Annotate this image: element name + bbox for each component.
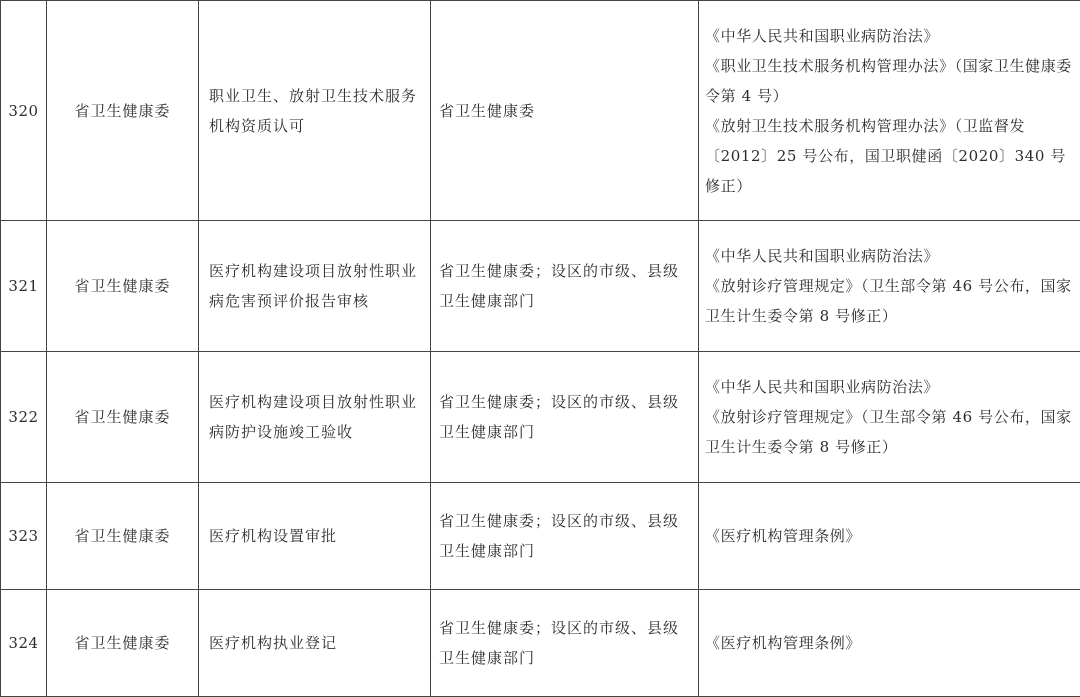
table-row [1, 221, 1080, 352]
item-name-cell: 医疗机构建设项目放射性职业病防护设施竣工验收 [199, 352, 431, 483]
legal-basis-line: 《放射诊疗管理规定》（卫生部令第 46 号公布，国家卫生计生委令第 8 号修正） [705, 277, 1072, 325]
item-name-cell: 医疗机构执业登记 [199, 590, 431, 697]
legal-basis-cell [699, 590, 1080, 697]
table-row [1, 483, 1080, 590]
row-number: 322 [1, 352, 47, 483]
legal-basis-line: 《中华人民共和国职业病防治法》 [705, 247, 940, 265]
legal-basis-cell [699, 1, 1080, 221]
authority-cell: 省卫生健康委；设区的市级、县级卫生健康部门 [431, 590, 699, 697]
legal-basis-line: 《医疗机构管理条例》 [705, 527, 862, 545]
row-number: 324 [1, 590, 47, 697]
department-cell: 省卫生健康委 [47, 221, 199, 352]
table-body [1, 1, 1080, 697]
row-number: 323 [1, 483, 47, 590]
authority-cell: 省卫生健康委；设区的市级、县级卫生健康部门 [431, 352, 699, 483]
department-cell: 省卫生健康委 [47, 483, 199, 590]
legal-basis-cell [699, 221, 1080, 352]
row-number: 321 [1, 221, 47, 352]
item-name-cell: 职业卫生、放射卫生技术服务机构资质认可 [199, 1, 431, 221]
item-name-cell: 医疗机构设置审批 [199, 483, 431, 590]
table-row [1, 1, 1080, 221]
legal-basis-line: 《放射卫生技术服务机构管理办法》（卫监督发〔2012〕25 号公布，国卫职健函〔2020〕340 号修正） [705, 116, 1067, 195]
authority-cell: 省卫生健康委；设区的市级、县级卫生健康部门 [431, 221, 699, 352]
authority-cell: 省卫生健康委；设区的市级、县级卫生健康部门 [431, 483, 699, 590]
row-number: 320 [1, 1, 47, 221]
legal-basis-cell [699, 483, 1080, 590]
department-cell: 省卫生健康委 [47, 1, 199, 221]
legal-basis-line: 《职业卫生技术服务机构管理办法》（国家卫生健康委令第 4 号） [705, 56, 1072, 105]
item-name-cell: 医疗机构建设项目放射性职业病危害预评价报告审核 [199, 221, 431, 352]
legal-basis-line: 《中华人民共和国职业病防治法》 [705, 26, 940, 45]
legal-basis-cell [699, 352, 1080, 483]
legal-basis-line: 《医疗机构管理条例》 [705, 634, 862, 652]
legal-basis-line: 《中华人民共和国职业病防治法》 [705, 378, 940, 396]
table-row [1, 352, 1080, 483]
legal-basis-line: 《放射诊疗管理规定》（卫生部令第 46 号公布，国家卫生计生委令第 8 号修正） [705, 408, 1072, 456]
table-row [1, 590, 1080, 697]
authority-cell: 省卫生健康委 [431, 1, 699, 221]
department-cell: 省卫生健康委 [47, 352, 199, 483]
department-cell: 省卫生健康委 [47, 590, 199, 697]
